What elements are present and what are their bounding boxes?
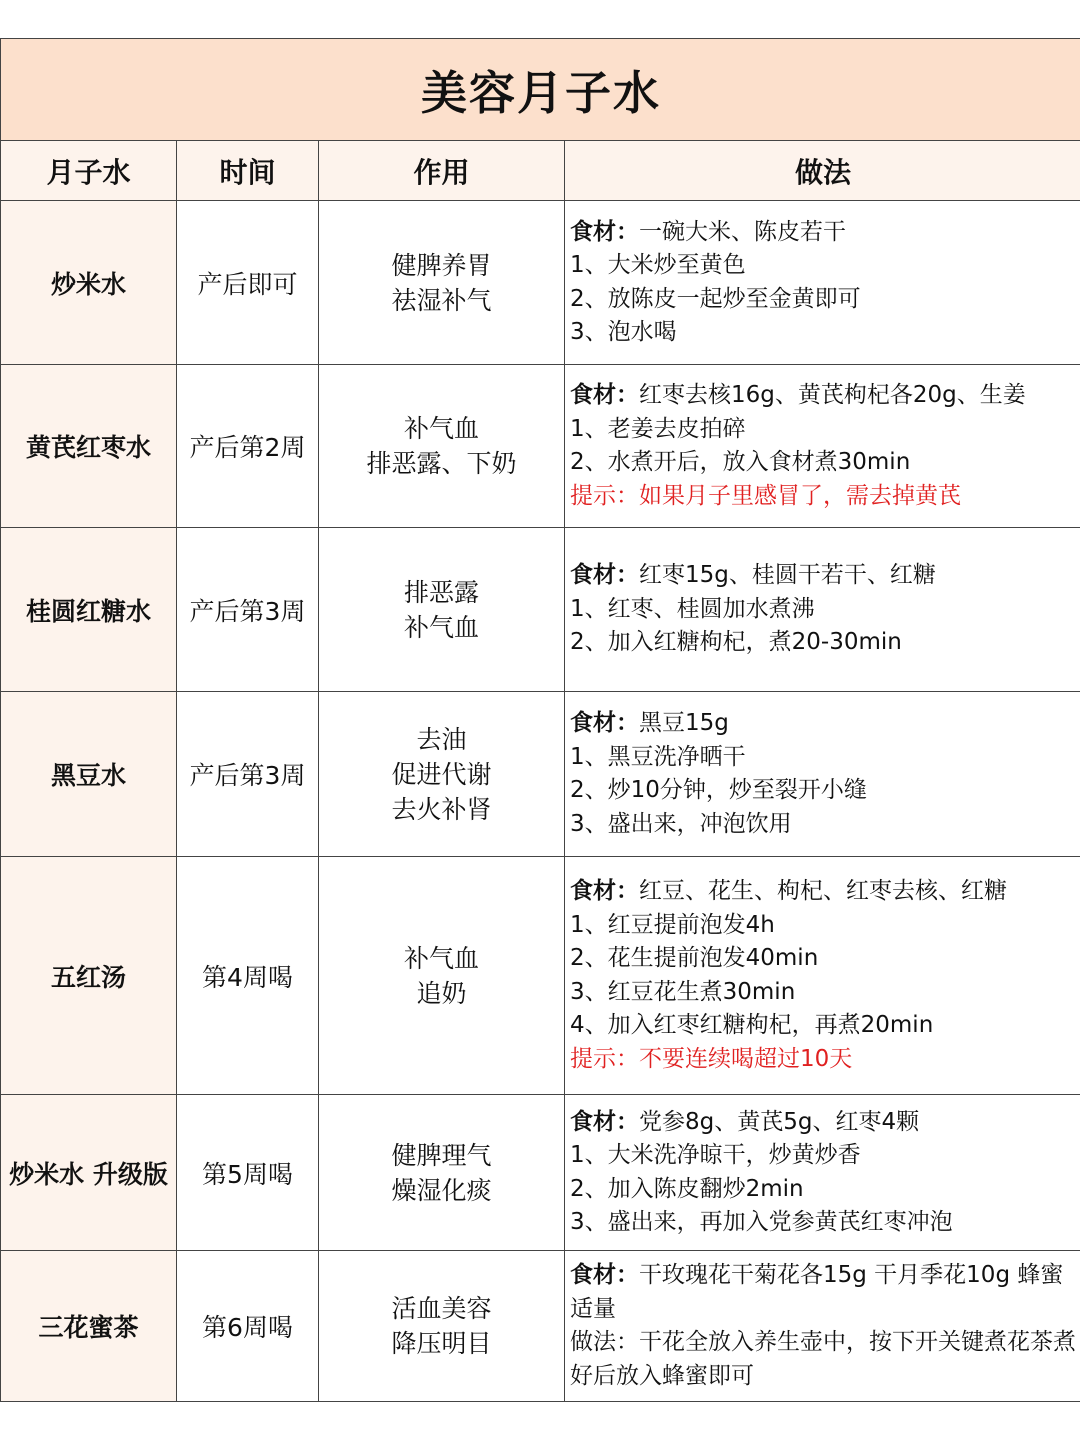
effect-line: 补气血 xyxy=(403,943,479,973)
row-effects xyxy=(319,1251,565,1402)
row-method xyxy=(565,365,1080,528)
row-effects xyxy=(319,1095,565,1251)
row-effects xyxy=(319,692,565,857)
step-line: 2、加入陈皮翻炒2min xyxy=(570,1175,804,1202)
table-row xyxy=(1,365,1080,528)
step-line: 1、红枣、桂圆加水煮沸 xyxy=(570,595,815,622)
ingredients-line xyxy=(570,216,1080,250)
row-name: 炒米水 xyxy=(1,201,177,365)
ingredients-line xyxy=(570,559,1080,593)
ingredients-line xyxy=(570,707,1080,741)
header-method: 做法 xyxy=(565,141,1080,201)
row-name: 黄芪红枣水 xyxy=(1,365,177,528)
effect-line: 排恶露、下奶 xyxy=(366,449,517,478)
effect-line: 追奶 xyxy=(416,978,467,1008)
row-effects xyxy=(319,201,565,365)
step-line: 2、放陈皮一起炒至金黄即可 xyxy=(570,285,861,312)
table-row xyxy=(1,692,1080,857)
effect-line: 去火补肾 xyxy=(391,794,492,824)
row-method xyxy=(565,1251,1080,1402)
row-name: 炒米水 升级版 xyxy=(1,1095,177,1251)
ingredients-text: 红枣15g、桂圆干若干、红糖 xyxy=(639,562,936,589)
step-line: 3、泡水喝 xyxy=(570,319,677,345)
tip-line: 提示：如果月子里感冒了，需去掉黄芪 xyxy=(570,482,961,509)
row-method xyxy=(565,201,1080,365)
row-method xyxy=(565,1095,1080,1251)
row-name: 黑豆水 xyxy=(1,692,177,857)
table-row xyxy=(1,201,1080,365)
ingredients-line xyxy=(570,1259,1080,1326)
ingredients-text: 黑豆15g xyxy=(639,710,729,736)
table-row xyxy=(1,1095,1080,1251)
ingredients-label: 食材： xyxy=(570,218,639,245)
step-line: 1、老姜去皮拍碎 xyxy=(570,415,746,442)
row-time: 第4周喝 xyxy=(177,857,319,1095)
row-time: 产后第3周 xyxy=(177,528,319,692)
row-time: 产后第2周 xyxy=(177,365,319,528)
ingredients-label: 食材： xyxy=(570,1108,639,1135)
ingredients-line xyxy=(570,1106,1080,1140)
step-line: 3、红豆花生煮30min xyxy=(570,978,796,1005)
row-method xyxy=(565,857,1080,1095)
effect-line: 燥湿化痰 xyxy=(391,1175,492,1205)
ingredients-label: 食材： xyxy=(570,382,639,408)
step-line: 3、盛出来，冲泡饮用 xyxy=(570,810,792,837)
effect-line: 排恶露 xyxy=(403,577,479,607)
ingredients-text: 红枣去核16g、黄芪枸杞各20g、生姜 xyxy=(639,382,1026,408)
row-effects xyxy=(319,528,565,692)
table-row xyxy=(1,528,1080,692)
effect-line: 健脾理气 xyxy=(391,1140,492,1170)
step-line: 3、盛出来，再加入党参黄芪红枣冲泡 xyxy=(570,1209,953,1235)
ingredients-line xyxy=(570,379,1080,413)
row-method xyxy=(565,692,1080,857)
row-time: 第5周喝 xyxy=(177,1095,319,1251)
step-line: 1、大米洗净晾干，炒黄炒香 xyxy=(570,1142,861,1168)
ingredients-label: 食材： xyxy=(570,878,639,904)
row-name: 三花蜜茶 xyxy=(1,1251,177,1402)
ingredients-text: 党参8g、黄芪5g、红枣4颗 xyxy=(639,1108,920,1135)
effect-line: 降压明目 xyxy=(391,1329,492,1358)
step-line: 2、水煮开后，放入食材煮30min xyxy=(570,449,911,475)
ingredients-line xyxy=(570,875,1080,909)
ingredients-label: 食材： xyxy=(570,710,639,736)
step-line: 2、加入红糖枸杞，煮20-30min xyxy=(570,629,902,656)
table-row xyxy=(1,857,1080,1095)
row-time: 产后第3周 xyxy=(177,692,319,857)
ingredients-text: 红豆、花生、枸杞、红枣去核、红糖 xyxy=(639,878,1007,904)
row-effects xyxy=(319,365,565,528)
table-title: 美容月子水 xyxy=(1,39,1080,141)
row-name: 五红汤 xyxy=(1,857,177,1095)
effect-line: 促进代谢 xyxy=(391,759,492,789)
row-time: 第6周喝 xyxy=(177,1251,319,1402)
ingredients-label: 食材： xyxy=(570,562,639,589)
step-line: 1、大米炒至黄色 xyxy=(570,252,746,278)
step-line: 4、加入红枣红糖枸杞，再煮20min xyxy=(570,1012,934,1038)
header-effect: 作用 xyxy=(319,141,565,201)
row-effects xyxy=(319,857,565,1095)
tip-line: 提示：不要连续喝超过10天 xyxy=(570,1045,853,1072)
row-time: 产后即可 xyxy=(177,201,319,365)
row-name: 桂圆红糖水 xyxy=(1,528,177,692)
effect-line: 祛湿补气 xyxy=(391,285,492,315)
step-line: 1、黑豆洗净晒干 xyxy=(570,743,746,770)
recipe-table-container xyxy=(0,38,1080,1402)
header-time: 时间 xyxy=(177,141,319,201)
effect-line: 活血美容 xyxy=(391,1294,492,1323)
step-line: 2、花生提前泡发40min xyxy=(570,945,819,971)
header-name: 月子水 xyxy=(1,141,177,201)
effect-line: 补气血 xyxy=(403,612,479,642)
recipe-table xyxy=(0,38,1080,1402)
ingredients-label: 食材： xyxy=(570,1262,639,1288)
step-line: 1、红豆提前泡发4h xyxy=(570,911,775,938)
effect-line: 补气血 xyxy=(403,414,479,443)
table-row xyxy=(1,1251,1080,1402)
step-line: 做法：干花全放入养生壶中，按下开关键煮花茶煮好后放入蜂蜜即可 xyxy=(570,1329,1076,1389)
ingredients-text: 干玫瑰花干菊花各15g 干月季花10g 蜂蜜适量 xyxy=(570,1262,1064,1322)
row-method xyxy=(565,528,1080,692)
effect-line: 去油 xyxy=(416,724,467,754)
effect-line: 健脾养胃 xyxy=(391,250,492,280)
ingredients-text: 一碗大米、陈皮若干 xyxy=(639,218,846,245)
step-line: 2、炒10分钟，炒至裂开小缝 xyxy=(570,777,867,803)
